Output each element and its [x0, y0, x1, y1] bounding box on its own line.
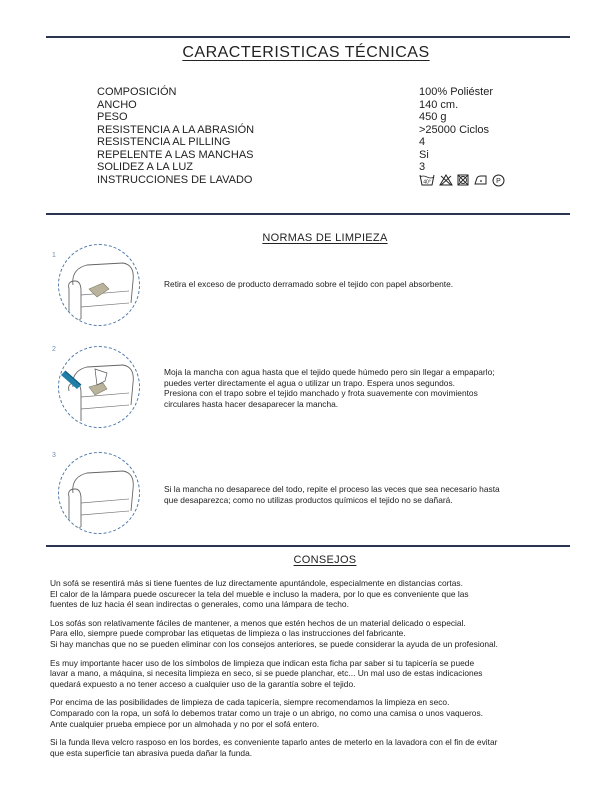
spec-label: SOLIDEZ A LA LUZ: [97, 161, 193, 173]
top-rule: [46, 36, 570, 38]
wash-temp-label: 40°: [423, 179, 431, 186]
spec-row: [97, 149, 527, 162]
armchair-icon: [59, 453, 140, 534]
professional-label: P: [496, 177, 501, 185]
spec-row: [97, 86, 527, 99]
step-number: 2: [52, 346, 56, 353]
spec-label: COMPOSICIÓN: [97, 86, 177, 98]
spec-value: 3: [419, 161, 426, 173]
tip-line: Si la funda lleva velcro rasposo en los bordes, es conveniente taparlo antes de meterlo en la lavadora con el fin de evitar: [50, 737, 498, 748]
tip-paragraph: [50, 658, 590, 690]
specs-table: [97, 86, 527, 186]
step-2-illustration: [58, 346, 140, 428]
step-3-line: Si la mancha no desaparece del todo, repite el proceso las veces que sea necesario hasta: [164, 484, 500, 494]
spec-row: [97, 174, 527, 187]
step-number: 1: [52, 252, 56, 259]
wash-40-icon: [419, 174, 435, 186]
specs-bottom-rule: [46, 213, 570, 215]
step-number: 3: [52, 452, 56, 459]
armchair-icon: [59, 347, 140, 428]
spec-label: INSTRUCCIONES DE LAVADO: [97, 173, 253, 186]
tip-line: Si hay manchas que no se pueden eliminar con los consejos anteriores, se puede considerar la ayuda de un profesional.: [50, 638, 498, 649]
spec-value: 4: [419, 136, 426, 148]
spec-row: [97, 124, 527, 137]
tip-line: Por encima de las posibilidades de limpieza de cada tapicería, siempre recomendamos la limpieza en seco.: [50, 697, 450, 708]
tip-paragraph: [50, 578, 590, 610]
step-2-line: Presiona con el trapo sobre el tejido manchado y frota suavemente con movimientos: [164, 388, 478, 399]
step-2-line: puedes verter directamente el agua o utilizar un trapo. Espera unos segundos.: [164, 377, 455, 388]
tip-line: Es muy importante hacer uso de los símbolos de limpieza que indican esta ficha par saber si tu tapicería se puede: [50, 657, 475, 668]
no-bleach-icon: [439, 174, 453, 186]
spec-label: RESISTENCIA AL PILLING: [97, 136, 231, 148]
tip-line: Los sofás son relativamente fáciles de mantener, a menos que estén hechos de un material delicado o especial.: [50, 617, 466, 628]
tip-paragraph: [50, 737, 590, 758]
spec-row: [97, 111, 527, 124]
step-3-text: [164, 484, 574, 505]
spec-value: Si: [419, 148, 429, 161]
step-3-line: que desaparezca; como no utilizas productos químicos el tejido no se dañará.: [164, 494, 453, 505]
tip-line: quedará expuesto a no tener acceso a cualquier uso de la garantía sobre el tejido.: [50, 678, 356, 689]
step-3-illustration: [58, 452, 140, 534]
iron-low-icon: [473, 174, 488, 186]
tip-line: Un sofá se resentirá más si tiene fuentes de luz directamente apuntándole, especialmente en distancias cortas.: [50, 578, 463, 588]
tip-line: Para ello, siempre puede comprobar las etiquetas de limpieza o las instrucciones del fabricante.: [50, 628, 406, 639]
page-title: CARACTERISTICAS TÉCNICAS: [182, 44, 430, 61]
professional-cleaning-icon: [492, 174, 505, 187]
spec-label: REPELENTE A LAS MANCHAS: [97, 148, 254, 161]
tips-top-rule: [46, 545, 570, 547]
tip-line: lavar a mano, a máquina, si necesita limpieza en seco, si se puede planchar, etc... Un mal uso de estas indicaciones: [50, 668, 483, 679]
spec-value: >25000 Ciclos: [419, 123, 490, 136]
step-1-text: Retira el exceso de producto derramado sobre el tejido con papel absorbente.: [164, 279, 454, 289]
spec-value: 100% Poliéster: [419, 86, 493, 98]
tip-line: Ante cualquier prueba empiece por un almohada y no por el sofá entero.: [50, 718, 320, 729]
tip-line: fuentes de luz hacia él sean indirectas o generales, como una lámpara de techo.: [50, 599, 349, 610]
step-2-text: [164, 367, 574, 409]
tips-title: CONSEJOS: [293, 554, 357, 566]
tip-paragraph: [50, 697, 590, 729]
spec-value: 450 g: [419, 111, 447, 123]
armchair-icon: [59, 245, 140, 326]
tips-body: [50, 578, 590, 766]
tip-line: que esta superficie tan abrasiva pueda dañar la funda.: [50, 747, 253, 758]
spec-label: ANCHO: [97, 98, 137, 111]
spec-row: [97, 136, 527, 149]
cleaning-title: NORMAS DE LIMPIEZA: [262, 232, 388, 244]
spec-row: [97, 161, 527, 174]
spec-label: RESISTENCIA A LA ABRASIÓN: [97, 123, 255, 136]
spec-value: 140 cm.: [419, 98, 459, 111]
tip-line: Comparado con la ropa, un sofá lo debemos tratar como un traje o un abrigo, no como una camisa o unos vaqueros.: [50, 707, 483, 718]
wash-icons: [419, 174, 505, 187]
step-2-line: Moja la mancha con agua hasta que el tejido quede húmedo pero sin llegar a empaparlo;: [164, 367, 495, 377]
tip-paragraph: [50, 618, 590, 650]
step-1-illustration: [58, 244, 140, 326]
spec-label: PESO: [97, 111, 128, 123]
spec-row: [97, 99, 527, 112]
no-tumble-dry-icon: [457, 174, 469, 186]
step-2-line: circulares hasta hacer desaparecer la mancha.: [164, 398, 339, 409]
tip-line: El calor de la lámpara puede oscurecer la tela del mueble e incluso la madera, por lo que es conveniente que las: [50, 588, 469, 599]
